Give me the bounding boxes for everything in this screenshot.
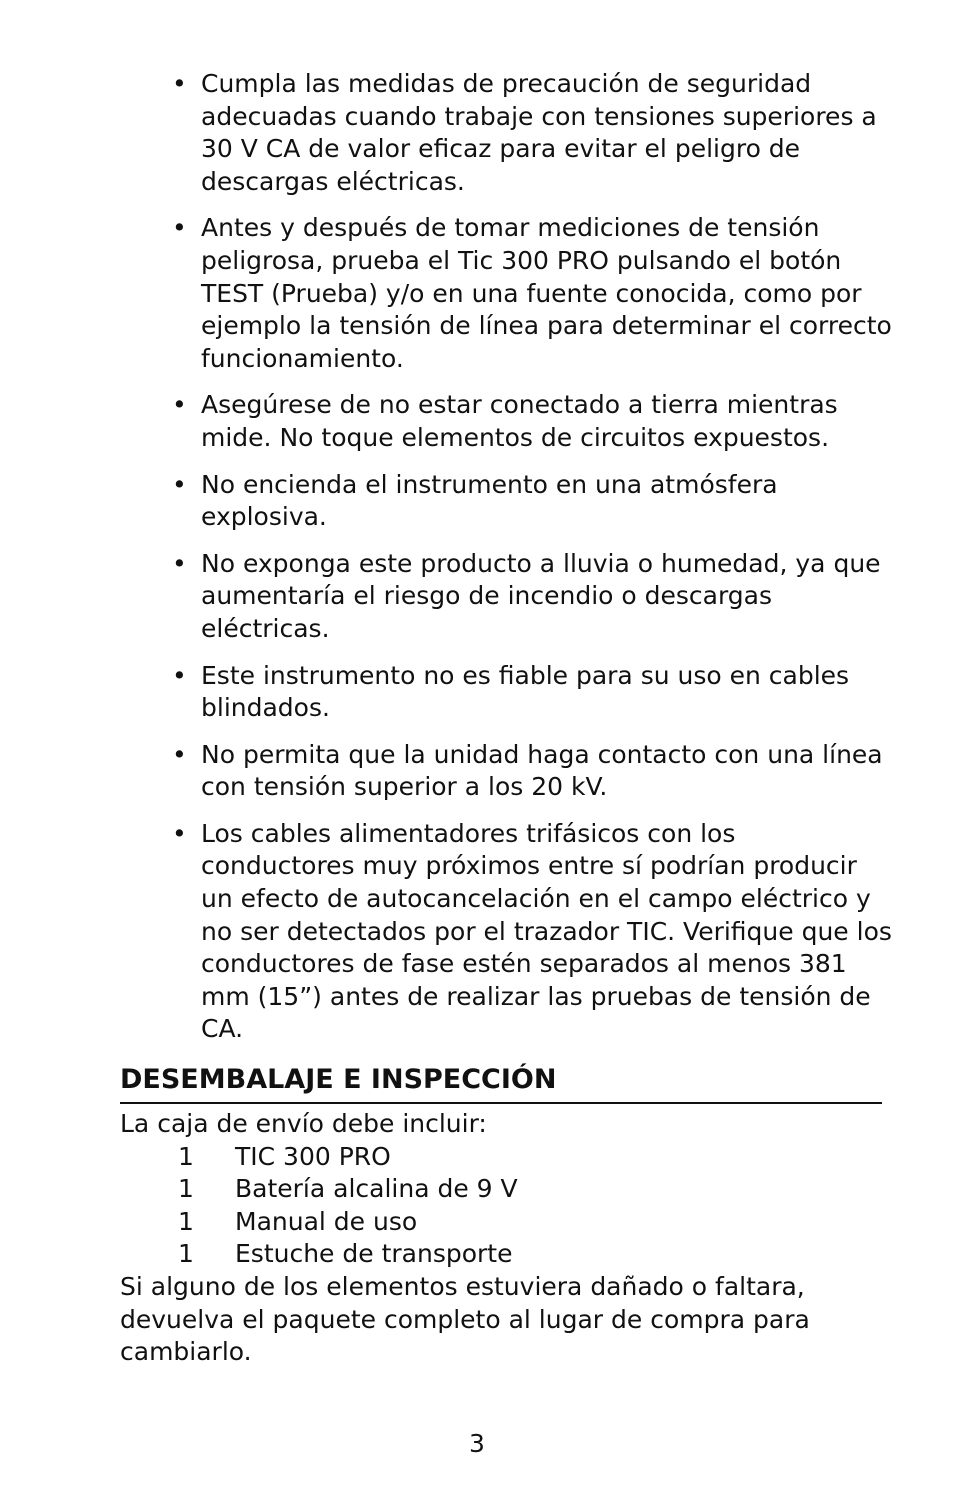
safety-bullet-list	[172, 68, 892, 1060]
package-item	[120, 1238, 882, 1271]
section-title: DESEMBALAJE E INSPECCIÓN	[120, 1062, 882, 1104]
item-name: Batería alcalina de 9 V	[235, 1174, 518, 1204]
bullet-text: No exponga este producto a lluvia o humedad, ya que aumentaría el riesgo de incendio o descargas eléctricas.	[201, 548, 881, 643]
item-name: Estuche de transporte	[235, 1239, 513, 1269]
safety-bullet	[172, 68, 892, 198]
bullet-text: Los cables alimentadores trifásicos con los conductores muy próximos entre sí podrían producir un efecto de autocancelación en el campo eléctrico y no ser detectados por el trazador TIC. Verifique que los conductores de fase estén separados al menos 381 mm (15”) antes de realizar las pruebas de tensión de CA.	[201, 818, 892, 1044]
bullet-marker: •	[172, 660, 187, 690]
bullet-marker: •	[172, 390, 187, 420]
package-item	[120, 1173, 882, 1206]
safety-bullet	[172, 739, 892, 804]
bullet-marker: •	[172, 213, 187, 243]
package-item	[120, 1206, 882, 1239]
bullet-marker: •	[172, 548, 187, 578]
safety-bullet	[172, 212, 892, 375]
bullet-text: Cumpla las medidas de precaución de seguridad adecuadas cuando trabaje con tensiones superiores a 30 V CA de valor eficaz para evitar el peligro de descargas eléctricas.	[201, 69, 877, 196]
item-quantity: 1	[178, 1239, 194, 1269]
bullet-marker: •	[172, 69, 187, 98]
bullet-text: Antes y después de tomar mediciones de tensión peligrosa, prueba el Tic 300 PRO pulsando el botón TEST (Prueba) y/o en una fuente conocida, como por ejemplo la tensión de línea para determinar el correcto funcionamiento.	[201, 213, 892, 373]
bullet-marker: •	[172, 818, 187, 848]
item-quantity: 1	[178, 1206, 194, 1236]
item-name: Manual de uso	[235, 1206, 418, 1236]
section-intro: La caja de envío debe incluir:	[120, 1109, 487, 1138]
bullet-text: No permita que la unidad haga contacto con una línea con tensión superior a los 20 kV.	[201, 739, 883, 802]
safety-bullet	[172, 818, 892, 1046]
bullet-text: Asegúrese de no estar conectado a tierra mientras mide. No toque elementos de circuitos expuestos.	[201, 390, 838, 452]
bullet-text: Este instrumento no es fiable para su uso en cables blindados.	[201, 660, 850, 723]
bullet-text: No encienda el instrumento en una atmósfera explosiva.	[201, 469, 778, 532]
unpacking-section	[120, 1062, 882, 1369]
page-number: 3	[469, 1429, 485, 1458]
bullet-marker: •	[172, 739, 187, 769]
safety-bullet	[172, 389, 892, 454]
item-quantity: 1	[178, 1174, 194, 1204]
package-contents-list	[120, 1141, 882, 1271]
section-closing: Si alguno de los elementos estuviera dañado o faltara, devuelva el paquete completo al lugar de compra para cambiarlo.	[120, 1271, 810, 1367]
safety-bullet	[172, 660, 892, 725]
package-item	[120, 1141, 882, 1174]
safety-bullet	[172, 548, 892, 646]
safety-bullet	[172, 469, 892, 534]
bullet-marker: •	[172, 469, 187, 499]
item-name: TIC 300 PRO	[235, 1141, 391, 1171]
item-quantity: 1	[178, 1141, 194, 1171]
